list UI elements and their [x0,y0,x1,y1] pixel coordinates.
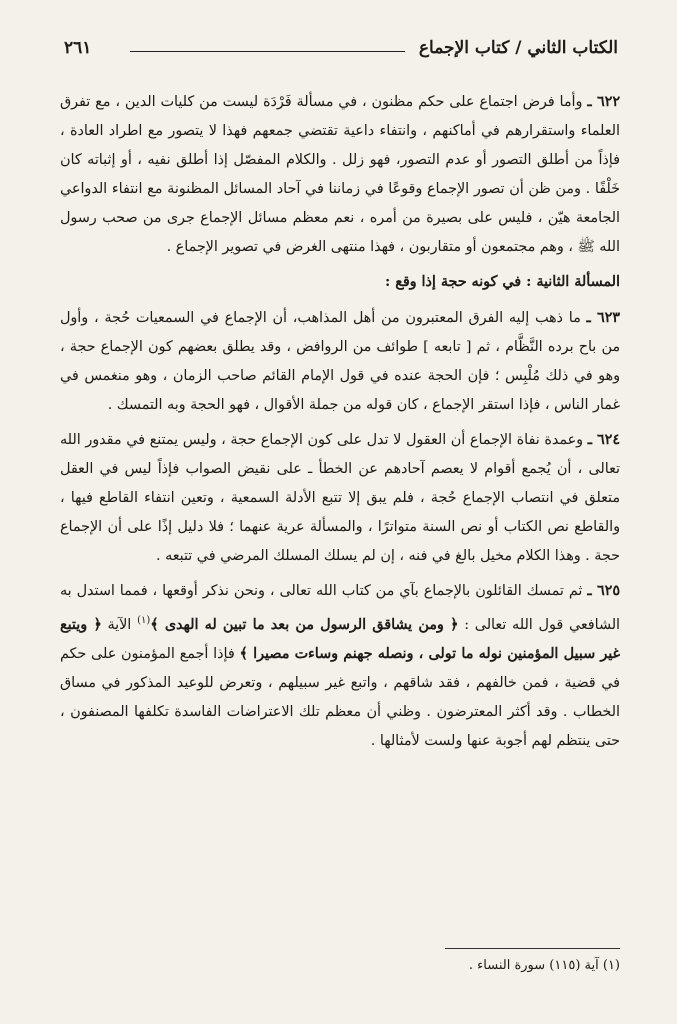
header-rule [130,51,405,52]
body-text [60,88,620,762]
footnote-marker: (١) [137,615,151,626]
footnote-rule [445,948,620,949]
section-heading: المسألة الثانية : في كونه حجة إذا وقع : [384,274,620,290]
running-title: الكتاب الثاني / كتاب الإجماع [418,38,618,58]
paragraph-number: ٦٢٣ ـ [586,310,620,326]
paragraph-text: وعمدة نفاة الإجماع أن العقول لا تدل على كون الإجماع حجة ، وليس يمتنع في مقدور الله تعالى ، أن يُجمع أقوام لا يعصم آحادهم عن الخطأ ـ على نقيض الصواب فإذاً ليس في العقل متعلق في انتصاب الإجماع حُجة ، فلم يبق إلا تتبع الأدلة السمعية ، وتعين انتفاء القاطع فيها ، والقاطع نص الكتاب أو نص السنة متواترًا ، والمسألة عرية عنهما ؛ فلا دليل إذًا على أن الإجماع حجة . وهذا الكلام مخيل بالغ في فنه ، إن لم يسلك المسلك المرضي في تتبعه . [60,432,620,564]
page-header [60,38,620,64]
paragraph-623 [60,304,620,420]
book-page [60,30,620,1010]
footnote: (١) آية (١١٥) سورة النساء . [468,958,620,973]
paragraph-text: ثم تمسك القائلون بالإجماع بآي من كتاب الله تعالى ، ونحن نذكر أوقعها ، فمما استدل به الشافعي قول الله تعالى : [60,583,621,633]
quran-quote: ﴿ ويتبع غير سبيل المؤمنين نوله ما تولى ، ونصله جهنم وساءت مصيرا ﴾ [60,616,620,662]
paragraph-text: الآية [107,616,132,633]
page-number: ٢٦١ [64,38,92,58]
paragraph-text: وأما فرض اجتماع على حكم مظنون ، في مسألة فَرْدَة ليست من كليات الدين ، مع تفرق العلماء واستقرارهم في أماكنهم ، وانتفاء داعية تقتضي جمعهم فهذا لا يتصور مع اطراد العادة ، فإذاً من أطلق التصور أو عدم التصور، فهو زلل . والكلام المفصّل إذا أطلق نفيه ، أو إثباته كان خَلْفًا . ومن ظن أن تصور الإجماع وقوعًا في زماننا في آحاد المسائل المظنونة مع انتفاء الدواعي الجامعة هيّن ، فليس على بصيرة من أمره ، نعم معظم مسائل الإجماع جرى من صحب رسول الله ﷺ ، وهم مجتمعون أو متقاربون ، فهذا منتهى الغرض في تصوير الإجماع . [60,94,620,255]
paragraph-number: ٦٢٥ ـ [587,583,621,599]
paragraph-text: فإذا أجمع المؤمنون على حكم في قضية ، فمن خالفهم ، فقد شاقهم ، واتبع غير سبيلهم ، وتعرض للوعيد المذكور في مساق الخطاب . وقد أكثر المعترضون . وظني أن معظم تلك الاعتراضات الفاسدة تكلفها المصنفون ، حتى ينتظم لهم أجوبة عنها ولست لأمثالها . [60,645,620,749]
paragraph-number: ٦٢٤ ـ [587,432,621,448]
paragraph-text: ما ذهب إليه الفرق المعتبرون من أهل المذاهب، أن الإجماع في السمعيات حُجة ، وأول من باح برده النَّظَّام ، ثم [ تابعه ] طوائف من الروافض ، وقد يطلق بعضهم كون الإجماع حجة ، وهو في ذلك مُلْبِس ؛ فإن الحجة عنده في قول الإمام القائم صاحب الزمان ، وهو منغمس في غمار الناس ، فإذا استقر الإجماع ، كان قوله من جملة الأقوال ، فهو الحجة وبه التمسك . [60,310,620,413]
paragraph-624 [60,426,620,571]
quran-quote: ﴿ ومن يشاقق الرسول من بعد ما تبين له الهدى ﴾ [150,616,459,633]
paragraph-625 [60,577,620,756]
paragraph-622 [60,88,620,262]
paragraph-number: ٦٢٢ ـ [587,94,621,110]
